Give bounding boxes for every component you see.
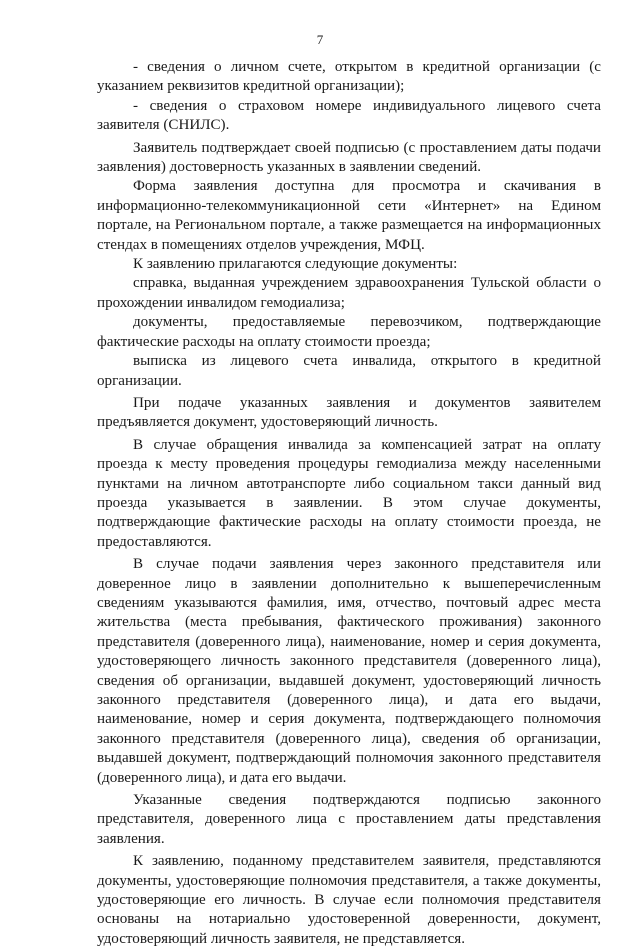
paragraph-form-availability: Форма заявления доступна для просмотра и скачивания в информационно-телекоммуникационной сети «Интернет» на Едином портале, на Региональном портале, а также размещается на информационных стендах в помещениях отделов учреждения, МФЦ. <box>97 178 601 253</box>
list-item-medical-certificate: справка, выданная учреждением здравоохранения Тульской области о прохождении инвалидом гемодиализа; <box>97 275 601 311</box>
document-body <box>97 58 601 949</box>
list-item-account-statement: выписка из лицевого счета инвалида, открытого в кредитной организации. <box>97 353 601 389</box>
paragraph-snils: - сведения о страховом номере индивидуального лицевого счета заявителя (СНИЛС). <box>97 97 601 134</box>
page-number: 7 <box>316 32 324 47</box>
paragraph-bank-account: - сведения о личном счете, открытом в кредитной организации (с указанием реквизитов кредитной организации); <box>97 59 601 95</box>
list-item-carrier-documents: документы, предоставляемые перевозчиком, подтверждающие фактические расходы на оплату стоимости проезда; <box>97 314 601 350</box>
paragraph-personal-transport: В случае обращения инвалида за компенсацией затрат на оплату проезда к месту проведения процедуры гемодиализа между населенными пунктами на личном автотранспорте либо социальном такси данный вид проезда указывается в заявлении. В этом случае документы, подтверждающие фактические расходы на оплату стоимости проезда, не предоставляются. <box>97 436 601 550</box>
paragraph-legal-representative: В случае подачи заявления через законного представителя или доверенное лицо в заявлении дополнительно к вышеперечисленным сведениям указываются фамилия, имя, отчество, почтовый адрес места жительства (места пребывания, фактического проживания) законного представителя (доверенного лица), наименование, номер и серия документа, удостоверяющего личность законного представителя (доверенного лица), сведения об организации, выдавшей документ, удостоверяющий личность законного представителя (доверенного лица), и дата его выдачи, наименование, номер и серия документа, подтверждающего полномочия законного представителя (доверенного лица), сведения об организации, выдавшей документ, подтверждающий полномочия законного представителя (доверенного лица), и дата его выдачи. <box>97 556 601 786</box>
paragraph-signature-confirmation: Заявитель подтверждает своей подписью (с проставлением даты подачи заявления) достоверность указанных в заявлении сведений. <box>97 139 601 176</box>
paragraph-identity-document: При подаче указанных заявления и документов заявителем предъявляется документ, удостоверяющий личность. <box>97 394 601 431</box>
paragraph-signature-representative: Указанные сведения подтверждаются подписью законного представителя, доверенного лица с проставлением даты представления заявления. <box>97 792 601 847</box>
paragraph-representative-documents: К заявлению, поданному представителем заявителя, представляются документы, удостоверяющие полномочия представителя, а также документы, удостоверяющие его личность. В случае если полномочия представителя основаны на нотариально удостоверенной доверенности, документ, удостоверяющий личность заявителя, не представляется. <box>97 853 601 947</box>
paragraph-attached-documents-intro: К заявлению прилагаются следующие документы: <box>133 256 458 273</box>
